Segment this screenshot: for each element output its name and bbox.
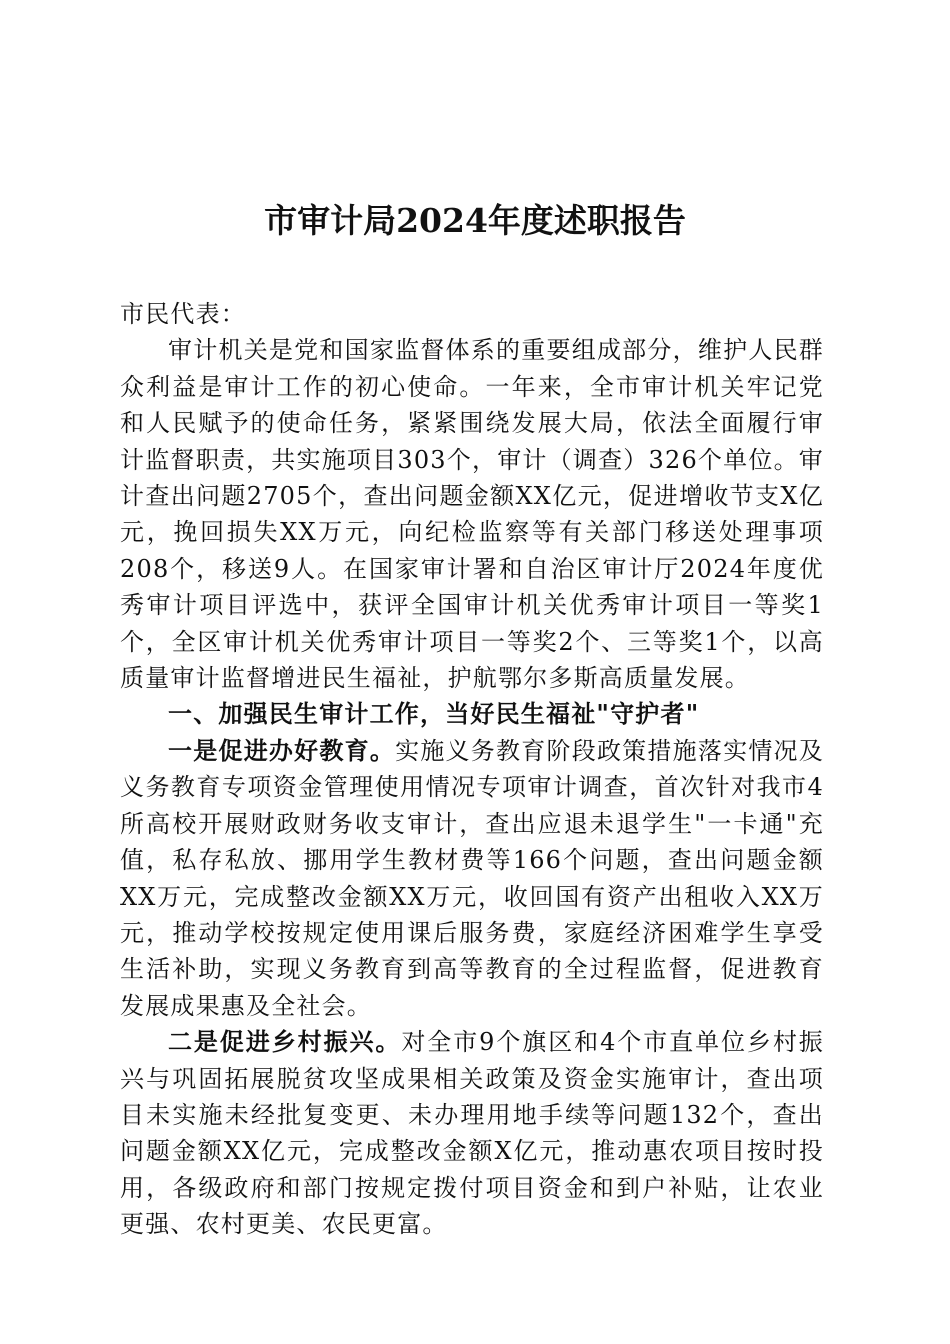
document-title: 市审计局2024年度述职报告 xyxy=(264,201,686,240)
intro-paragraph: 审计机关是党和国家监督体系的重要组成部分，维护人民群众利益是审计工作的初心使命。一年来，全市审计机关牢记党和人民赋予的使命任务，紧紧围绕发展大局，依法全面履行审计监督职责，共实施项目303个，审计（调查）326个单位。审计查出问题2705个，查出问题金额XX亿元，促进增收节支X亿元，挽回损失XX万元，向纪检监察等有关部门移送处理事项208个，移送9人。在国家审计署和自治区审计厅2024年度优秀审计项目评选中，获评全国审计机关优秀审计项目一等奖1个，全区审计机关优秀审计项目一等奖2个、三等奖1个，以高质量审计监督增进民生福祉，护航鄂尔多斯高质量发展。 xyxy=(120,336,824,693)
document-body xyxy=(120,296,824,1243)
paragraph-lead: 一是促进办好教育。 xyxy=(168,735,396,765)
paragraph-rural xyxy=(120,1024,824,1242)
paragraph-text: 实施义务教育阶段政策措施落实情况及义务教育专项资金管理使用情况专项审计调查，首次针对我市4所高校开展财政财务收支审计，查出应退未退学生"一卡通"充值，私存私放、挪用学生教材费等166个问题，查出问题金额XX万元，完成整改金额XX万元，收回国有资产出租收入XX万元，推动学校按规定使用课后服务费，家庭经济困难学生享受生活补助，实现义务教育到高等教育的全过程监督，促进教育发展成果惠及全社会。 xyxy=(120,736,824,1020)
salutation: 市民代表： xyxy=(120,300,246,328)
paragraph-education xyxy=(120,733,824,1024)
section-heading: 一、加强民生审计工作，当好民生福祉"守护者" xyxy=(168,699,700,729)
paragraph-text: 对全市9个旗区和4个市直单位乡村振兴与巩固拓展脱贫攻坚成果相关政策及资金实施审计，查出项目未实施未经批复变更、未办理用地手续等问题132个，查出问题金额XX亿元，完成整改金额X亿元，推动惠农项目按时投用，各级政府和部门按规定拨付项目资金和到户补贴，让农业更强、农村更美、农民更富。 xyxy=(120,1028,824,1239)
paragraph-lead: 二是促进乡村振兴。 xyxy=(168,1027,402,1057)
